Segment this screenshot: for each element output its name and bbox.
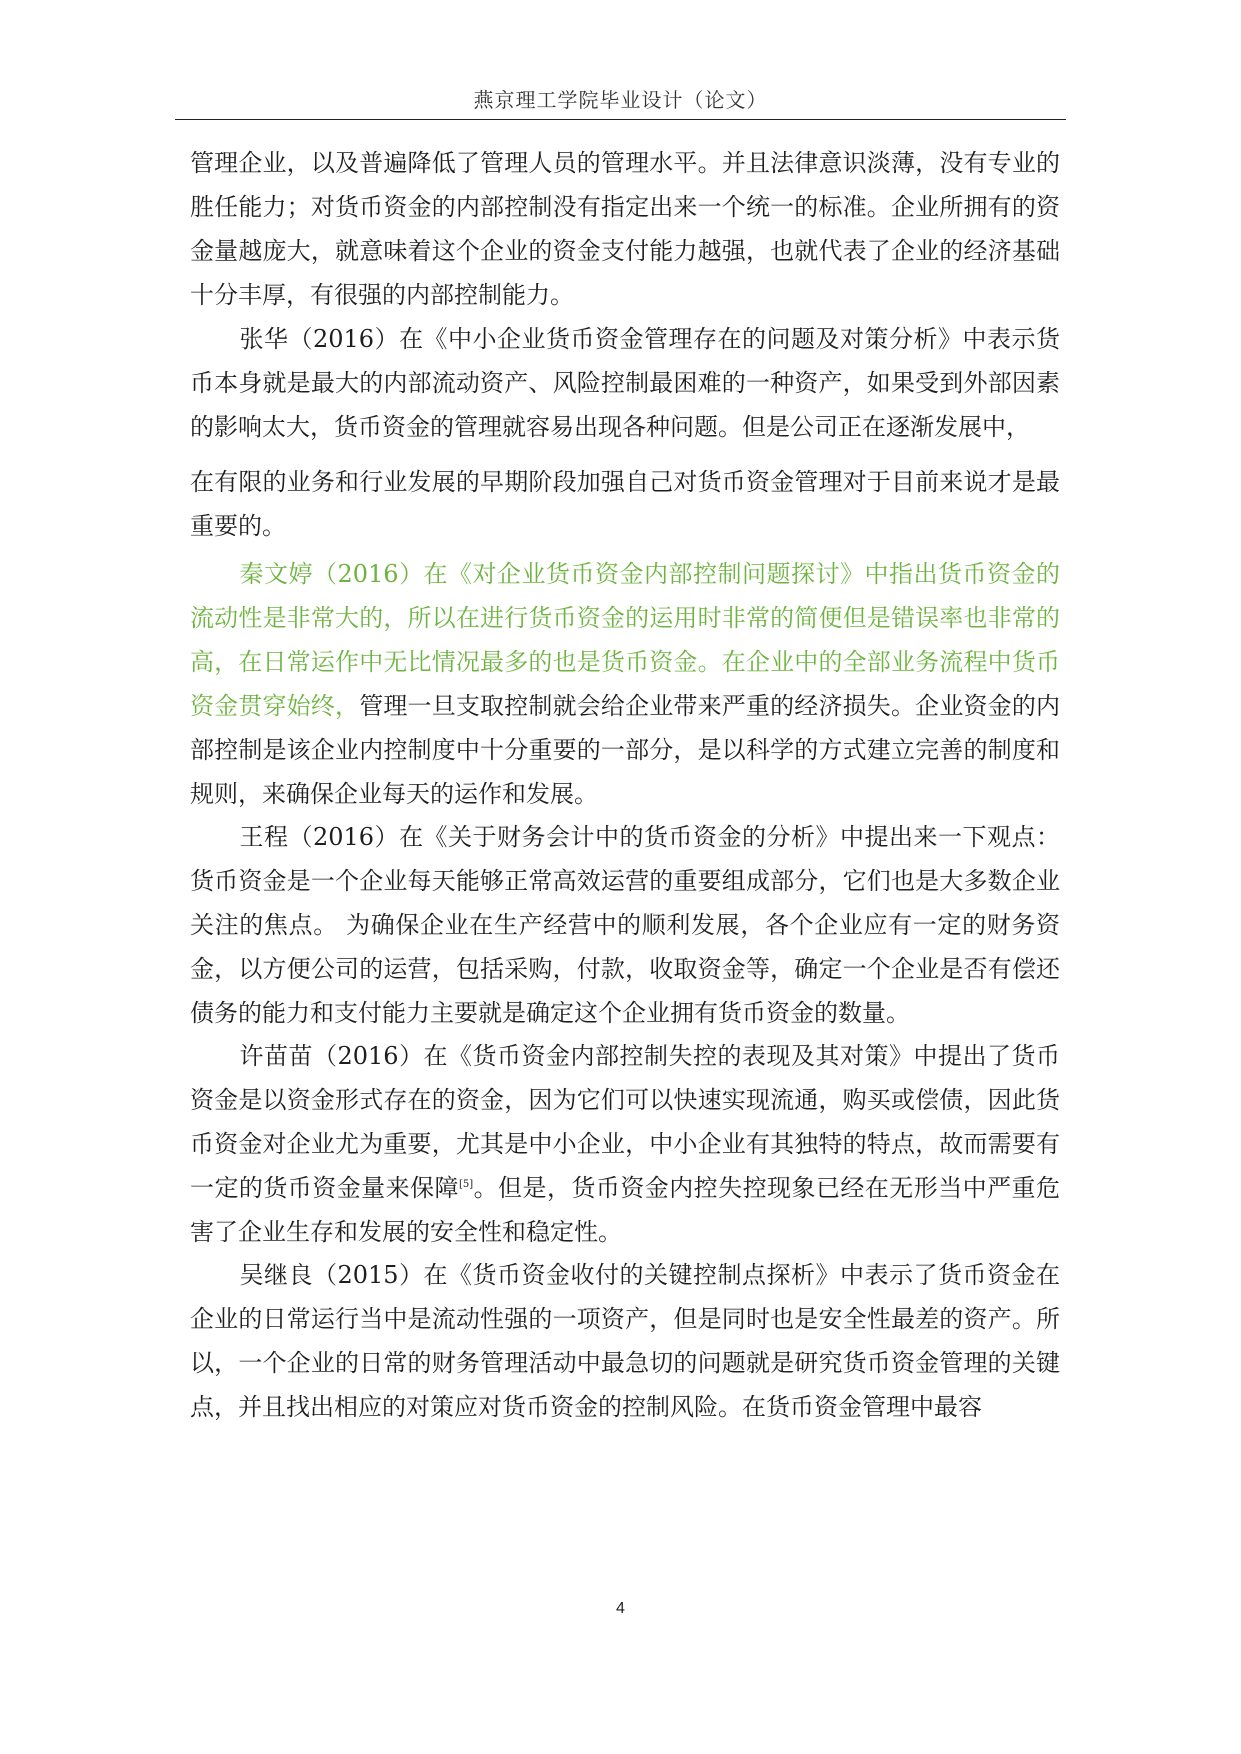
paragraph-continuation — [190, 141, 1060, 317]
paragraph-text: 许苗苗（2016）在《货币资金内部控制失控的表现及其对策》中提出了货币资金是以资金形式存在的资金，因为它们可以快速实现流通，购买或偿债，因此货币资金对企业尤为重要，尤其是中小企业，中小企业有其独特的特点，故而需要有一定的货币资金量来保障 — [190, 1042, 1060, 1202]
running-header: 燕京理工学院毕业设计（论文） — [473, 88, 768, 112]
paragraph-text: 管理一旦支取控制就会给企业带来严重的经济损失。企业资金的内部控制是该企业内控制度中十分重要的一部分，是以科学的方式建立完善的制度和规则，来确保企业每天的运作和发展。 — [190, 692, 1061, 808]
paragraph-qin-wenting — [190, 552, 1060, 816]
paragraph-wu-jiliang — [190, 1253, 1060, 1429]
paragraph-text: 吴继良（2015）在《货币资金收付的关键控制点探析》中表示了货币资金在企业的日常运行当中是流动性强的一项资产，但是同时也是安全性最差的资产。所以，一个企业的日常的财务管理活动中最急切的问题就是研究货币资金管理的关键点，并且找出相应的对策应对货币资金的控制风险。在货币资金管理中最容 — [190, 1261, 1060, 1421]
citation-reference: [5] — [458, 1179, 474, 1190]
paragraph-text: 。但是，货币资金内控失控现象已经在无形当中严重危害了企业生存和发展的安全性和稳定性。 — [190, 1174, 1061, 1246]
paragraph-text: 在有限的业务和行业发展的早期阶段加强自己对货币资金管理对于目前来说才是最重要的。 — [190, 468, 1060, 540]
paragraph-wang-cheng — [190, 815, 1060, 1035]
highlighted-text: 秦文婷（2016）在《对企业货币资金内部控制问题探讨》中指出货币资金的流动性是非常大的，所以在进行货币资金的运用时非常的简便但是错误率也非常的高，在日常运作中无比情况最多的也是货币资金。在企业中的全部业务流程中货币资金贯穿始终， — [190, 560, 1060, 720]
paragraph-zhang-hua — [190, 317, 1060, 449]
paragraph-zhang-hua-continued — [190, 460, 1060, 548]
page-number: 4 — [616, 1600, 625, 1617]
paragraph-text: 王程（2016）在《关于财务会计中的货币资金的分析》中提出来一下观点：货币资金是一个企业每天能够正常高效运营的重要组成部分，它们也是大多数企业关注的焦点。 为确保企业在生产经营中的顺利发展，各个企业应有一定的财务资金，以方便公司的运营，包括采购，付款，收取资金等，确定一个企业是否有偿还债务的能力和支付能力主要就是确定这个企业拥有货币资金的数量。 — [190, 823, 1060, 1027]
paragraph-xu-miaomiao — [190, 1034, 1060, 1254]
paragraph-text: 张华（2016）在《中小企业货币资金管理存在的问题及对策分析》中表示货币本身就是最大的内部流动资产、风险控制最困难的一种资产，如果受到外部因素的影响太大，货币资金的管理就容易出现各种问题。但是公司正在逐渐发展中， — [190, 325, 1060, 441]
header-divider — [175, 119, 1066, 120]
paragraph-text: 管理企业，以及普遍降低了管理人员的管理水平。并且法律意识淡薄，没有专业的胜任能力；对货币资金的内部控制没有指定出来一个统一的标准。企业所拥有的资金量越庞大，就意味着这个企业的资金支付能力越强，也就代表了企业的经济基础十分丰厚，有很强的内部控制能力。 — [190, 149, 1060, 309]
